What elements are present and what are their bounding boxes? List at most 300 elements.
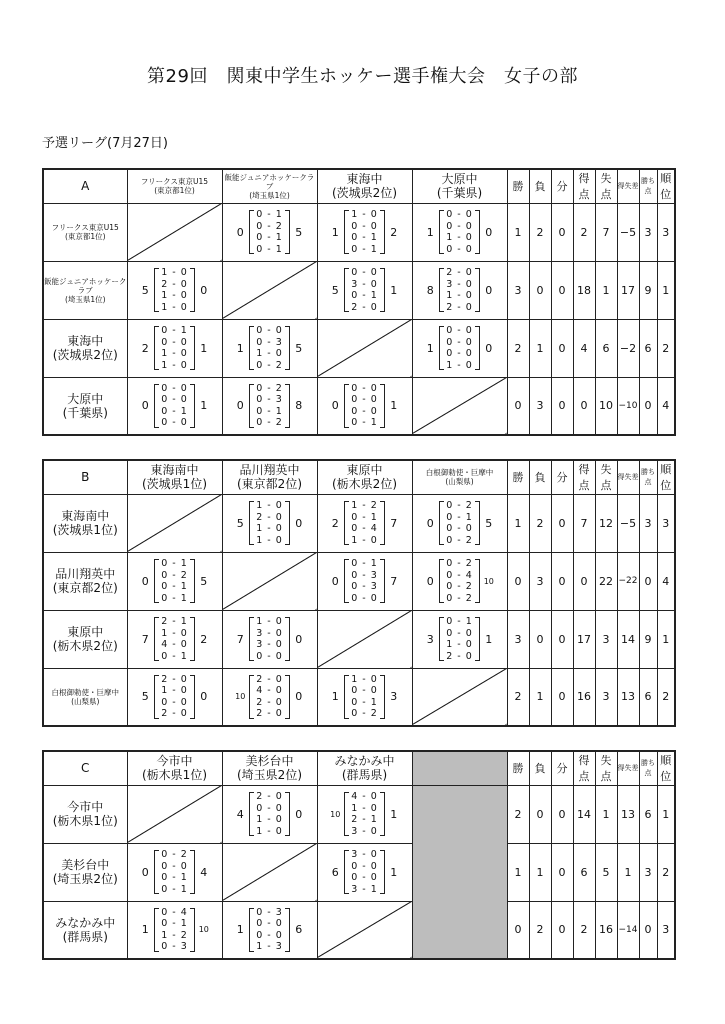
match-total-left: 7 (236, 632, 244, 646)
match-score-cell (127, 377, 222, 435)
match-total-left: 0 (236, 399, 244, 413)
period-score: 2 - 0 (446, 301, 473, 313)
period-score: 1 - 0 (256, 500, 283, 511)
stat-header: 負 (529, 460, 551, 494)
column-team-header (412, 169, 507, 203)
period-score: 0 - 0 (161, 394, 188, 406)
stat-value: 1 (617, 843, 639, 901)
team-prefecture: (埼玉県1位) (64, 294, 106, 304)
period-score: 0 - 1 (161, 558, 188, 569)
period-score: 0 - 1 (161, 883, 188, 895)
match-total-right: 5 (295, 225, 303, 239)
stat-value: 13 (617, 785, 639, 843)
period-score: 1 - 0 (446, 290, 473, 301)
period-score: 0 - 1 (351, 290, 378, 301)
stat-value: 0 (529, 785, 551, 843)
match-score-cell (222, 203, 317, 261)
stat-value: 6 (639, 785, 657, 843)
period-scores (344, 791, 385, 837)
table-row (43, 552, 675, 610)
team-name: 東海南中 (150, 463, 199, 478)
table-row (43, 319, 675, 377)
stat-value: 14 (617, 610, 639, 668)
match-total-right: 0 (485, 341, 493, 355)
period-score: 0 - 0 (256, 802, 283, 814)
stat-value: 6 (639, 319, 657, 377)
self-match-cell (317, 901, 412, 959)
stat-value: 0 (573, 552, 595, 610)
stat-value: 0 (551, 494, 573, 552)
stat-value: 0 (639, 377, 657, 435)
match-score-cell (127, 552, 222, 610)
period-score: 1 - 0 (161, 685, 188, 697)
stat-value: 0 (551, 377, 573, 435)
period-score: 0 - 3 (256, 906, 283, 918)
period-score: 2 - 0 (161, 278, 188, 290)
period-score: 2 - 0 (446, 267, 473, 278)
team-prefecture: (東京都1位) (64, 232, 106, 241)
period-score: 0 - 2 (446, 581, 473, 592)
stat-value: 3 (639, 843, 657, 901)
period-score: 0 - 1 (256, 209, 283, 220)
team-name: フリークス東京U15 (51, 223, 119, 232)
period-score: 0 - 0 (161, 336, 188, 348)
period-score: 0 - 1 (351, 232, 378, 243)
column-team-header (317, 751, 412, 785)
match-score-cell (412, 319, 507, 377)
group-name: A (43, 169, 127, 203)
period-score: 0 - 0 (351, 860, 378, 872)
stat-value: 4 (657, 552, 675, 610)
period-score: 2 - 0 (256, 673, 283, 685)
team-name: 美杉台中 (61, 858, 110, 872)
period-score: 3 - 0 (351, 849, 378, 860)
team-prefecture: (茨城県1位) (142, 477, 207, 492)
period-score: 2 - 0 (256, 791, 283, 802)
match-total-left: 2 (141, 341, 149, 355)
stat-header: 失点 (595, 460, 617, 494)
stat-value: 0 (551, 785, 573, 843)
stat-value: 3 (529, 377, 551, 435)
stat-value: 0 (507, 377, 529, 435)
column-team-header (127, 460, 222, 494)
team-name: みなかみ中 (55, 915, 116, 930)
stat-value: 6 (573, 843, 595, 901)
period-score: 0 - 2 (446, 558, 473, 569)
period-score: 0 - 3 (351, 569, 378, 581)
match-total-right: 1 (390, 865, 398, 879)
match-total-right: 0 (200, 690, 208, 704)
match-score-cell (127, 668, 222, 726)
self-match-cell (222, 261, 317, 319)
period-score: 0 - 0 (161, 417, 188, 429)
league-table-c (42, 750, 676, 960)
period-score: 0 - 0 (351, 592, 378, 604)
period-score: 4 - 0 (256, 685, 283, 697)
period-score: 0 - 2 (446, 534, 473, 546)
team-name: 飯能ジュニアホッケークラブ (44, 276, 127, 295)
stat-value: 10 (595, 377, 617, 435)
self-match-cell (222, 552, 317, 610)
match-total-left: 1 (236, 923, 244, 937)
stat-header: 失点 (595, 751, 617, 785)
period-score: 0 - 0 (351, 382, 378, 394)
stat-value: 3 (595, 610, 617, 668)
row-team-header (43, 901, 127, 959)
period-score: 0 - 0 (351, 220, 378, 232)
stat-value: 12 (595, 494, 617, 552)
period-score: 0 - 1 (161, 592, 188, 604)
team-prefecture: (茨城県1位) (52, 523, 118, 537)
stat-value: 2 (573, 203, 595, 261)
match-total-right: 3 (390, 690, 398, 704)
stat-value: −5 (617, 203, 639, 261)
match-total-left: 5 (141, 283, 149, 297)
period-score: 0 - 3 (161, 941, 188, 953)
period-scores (154, 674, 195, 720)
period-score: 1 - 0 (161, 290, 188, 301)
stat-header: 順位 (657, 460, 675, 494)
row-team-header (43, 668, 127, 726)
period-score: 0 - 0 (256, 325, 283, 336)
period-score: 0 - 0 (446, 243, 473, 255)
stat-value: 3 (657, 494, 675, 552)
stat-value: 2 (573, 901, 595, 959)
stat-header: 分 (551, 460, 573, 494)
stat-value: 0 (551, 261, 573, 319)
match-score-cell (127, 843, 222, 901)
match-score-cell (317, 203, 412, 261)
match-total-right: 0 (200, 283, 208, 297)
period-score: 0 - 1 (351, 417, 378, 429)
stat-value: 7 (573, 494, 595, 552)
period-scores (439, 267, 480, 313)
period-score: 1 - 0 (161, 301, 188, 313)
period-score: 2 - 0 (161, 708, 188, 720)
match-score-cell (127, 901, 222, 959)
period-score: 0 - 2 (161, 569, 188, 581)
team-name: 品川翔英中 (239, 463, 300, 478)
stat-value: 1 (657, 610, 675, 668)
period-score: 2 - 0 (351, 301, 378, 313)
team-name: 今市中 (67, 800, 104, 814)
period-score: 3 - 0 (351, 825, 378, 837)
match-total-right: 5 (295, 341, 303, 355)
period-score: 0 - 1 (351, 243, 378, 255)
period-score: 1 - 3 (256, 941, 283, 953)
period-scores (154, 325, 195, 371)
league-table-a (42, 168, 676, 436)
stat-value: 1 (507, 494, 529, 552)
stat-value: 16 (573, 668, 595, 726)
stat-value: 3 (639, 203, 657, 261)
team-prefecture: (東京都2位) (237, 477, 302, 492)
match-total-left: 3 (426, 632, 434, 646)
period-scores (344, 500, 385, 546)
period-score: 0 - 0 (446, 209, 473, 220)
team-name: 東原中 (346, 463, 383, 478)
match-score-cell (412, 494, 507, 552)
period-score: 0 - 2 (256, 417, 283, 429)
period-score: 1 - 0 (256, 616, 283, 627)
match-total-left: 0 (426, 516, 434, 530)
period-score: 3 - 0 (256, 639, 283, 650)
stat-value: 3 (657, 901, 675, 959)
stat-value: 7 (595, 203, 617, 261)
period-score: 0 - 4 (351, 523, 378, 534)
team-name: 白根御勅使・巨摩中 (51, 687, 119, 697)
team-name: 東海中 (67, 334, 104, 348)
period-score: 1 - 0 (446, 639, 473, 650)
row-team-header (43, 552, 127, 610)
column-team-header (222, 751, 317, 785)
period-score: 0 - 1 (256, 243, 283, 255)
match-total-left: 1 (331, 225, 339, 239)
self-match-cell (127, 203, 222, 261)
stat-value: −10 (617, 377, 639, 435)
match-score-cell (127, 610, 222, 668)
period-score: 1 - 0 (161, 348, 188, 359)
match-total-right: 8 (295, 399, 303, 413)
match-total-right: 1 (200, 341, 208, 355)
stat-value: 2 (529, 901, 551, 959)
match-total-left: 0 (331, 574, 339, 588)
stat-value: 9 (639, 610, 657, 668)
self-match-cell (317, 319, 412, 377)
period-scores (154, 616, 195, 662)
match-total-left: 1 (236, 341, 244, 355)
match-total-left: 5 (331, 283, 339, 297)
row-team-header (43, 785, 127, 843)
match-score-cell (222, 668, 317, 726)
self-match-cell (412, 377, 507, 435)
team-prefecture: (茨城県2位) (52, 348, 118, 362)
stat-value: 3 (507, 610, 529, 668)
period-score: 0 - 0 (446, 220, 473, 232)
period-score: 0 - 1 (351, 511, 378, 523)
stat-header: 順位 (657, 169, 675, 203)
stat-value: −14 (617, 901, 639, 959)
match-total-right: 1 (390, 807, 398, 821)
match-score-cell (317, 377, 412, 435)
table-row (43, 785, 675, 843)
column-team-header (222, 460, 317, 494)
team-name: 美杉台中 (245, 754, 294, 769)
match-total-left: 1 (141, 923, 149, 937)
table-row (43, 377, 675, 435)
period-score: 1 - 2 (161, 929, 188, 941)
period-score: 1 - 0 (351, 802, 378, 814)
period-score: 1 - 0 (161, 267, 188, 278)
stat-header: 順位 (657, 751, 675, 785)
period-score: 1 - 0 (161, 627, 188, 639)
team-prefecture: (埼玉県1位) (249, 190, 290, 200)
period-scores (439, 325, 480, 371)
match-total-left: 0 (141, 865, 149, 879)
period-score: 0 - 2 (256, 382, 283, 394)
match-score-cell (412, 552, 507, 610)
group-name: C (43, 751, 127, 785)
match-total-left: 2 (331, 516, 339, 530)
stat-value: 0 (551, 610, 573, 668)
row-team-header (43, 843, 127, 901)
period-score: 0 - 0 (351, 405, 378, 417)
team-prefecture: (栃木県2位) (52, 639, 118, 653)
match-total-left: 0 (426, 574, 434, 588)
period-score: 3 - 0 (351, 278, 378, 290)
stat-header: 勝 (507, 751, 529, 785)
stat-value: 0 (551, 668, 573, 726)
period-scores (154, 558, 195, 604)
stat-value: 2 (507, 785, 529, 843)
stat-value: 0 (639, 552, 657, 610)
team-name: みなかみ中 (334, 754, 395, 769)
match-total-left: 0 (141, 399, 149, 413)
stat-value: 1 (529, 319, 551, 377)
empty-column (412, 785, 507, 959)
match-total-right: 0 (485, 283, 493, 297)
self-match-cell (317, 610, 412, 668)
period-scores (439, 558, 480, 604)
stat-header: 勝ち点 (639, 460, 657, 494)
stat-value: 6 (639, 668, 657, 726)
period-scores (344, 383, 385, 429)
period-score: 0 - 1 (161, 581, 188, 592)
period-score: 2 - 0 (161, 673, 188, 685)
period-scores (249, 500, 290, 546)
stat-value: 9 (639, 261, 657, 319)
row-team-header (43, 319, 127, 377)
stat-header: 分 (551, 169, 573, 203)
stat-value: 1 (507, 843, 529, 901)
stat-header: 得失差 (617, 169, 639, 203)
team-name: 東海南中 (61, 509, 110, 523)
stat-value: 3 (595, 668, 617, 726)
match-total-right: 5 (200, 574, 208, 588)
match-total-left: 1 (426, 225, 434, 239)
table-row (43, 261, 675, 319)
match-score-cell (317, 843, 412, 901)
period-score: 0 - 2 (446, 500, 473, 511)
period-score: 0 - 0 (446, 325, 473, 336)
stat-value: 17 (617, 261, 639, 319)
period-scores (249, 383, 290, 429)
team-name: 品川翔英中 (55, 567, 116, 581)
period-score: 3 - 1 (351, 883, 378, 895)
period-scores (249, 209, 290, 255)
period-score: 0 - 1 (161, 325, 188, 336)
period-scores (249, 616, 290, 662)
period-score: 0 - 3 (351, 581, 378, 592)
match-total-right: 4 (200, 865, 208, 879)
stat-value: 0 (551, 203, 573, 261)
period-score: 1 - 0 (256, 348, 283, 359)
self-match-cell (127, 785, 222, 843)
match-total-right: 2 (390, 225, 398, 239)
match-score-cell (317, 668, 412, 726)
period-score: 0 - 0 (256, 929, 283, 941)
stat-header: 勝 (507, 169, 529, 203)
group-name: B (43, 460, 127, 494)
period-score: 3 - 0 (256, 627, 283, 639)
stat-value: 2 (657, 843, 675, 901)
stat-value: 0 (573, 377, 595, 435)
period-scores (154, 907, 195, 953)
period-score: 0 - 3 (256, 394, 283, 406)
match-score-cell (222, 319, 317, 377)
period-score: 2 - 1 (161, 616, 188, 627)
period-score: 1 - 0 (256, 534, 283, 546)
self-match-cell (222, 843, 317, 901)
period-score: 1 - 0 (351, 673, 378, 685)
match-total-left: 0 (331, 399, 339, 413)
match-total-right: 0 (295, 632, 303, 646)
stat-value: 2 (657, 668, 675, 726)
stat-value: 0 (639, 901, 657, 959)
column-team-header (317, 169, 412, 203)
row-team-header (43, 261, 127, 319)
table-row (43, 494, 675, 552)
period-scores (344, 849, 385, 895)
period-score: 1 - 0 (351, 209, 378, 220)
team-name: 大原中 (67, 391, 104, 406)
match-score-cell (412, 261, 507, 319)
period-score: 1 - 0 (351, 534, 378, 546)
column-team-header (222, 169, 317, 203)
period-score: 4 - 0 (161, 639, 188, 650)
period-score: 2 - 0 (256, 511, 283, 523)
match-total-left: 8 (426, 283, 434, 297)
team-prefecture: (東京都2位) (52, 581, 118, 595)
match-total-left: 4 (236, 807, 244, 821)
match-total-left: 10 (330, 809, 341, 819)
match-score-cell (222, 785, 317, 843)
match-score-cell (127, 261, 222, 319)
match-total-right: 7 (390, 516, 398, 530)
stat-value: 1 (529, 843, 551, 901)
period-score: 0 - 3 (256, 336, 283, 348)
table-row (43, 610, 675, 668)
period-scores (439, 616, 480, 662)
stat-value: 3 (639, 494, 657, 552)
period-scores (439, 209, 480, 255)
match-total-right: 1 (200, 399, 208, 413)
stat-header: 失点 (595, 169, 617, 203)
period-score: 0 - 1 (161, 918, 188, 930)
period-scores (249, 674, 290, 720)
match-score-cell (317, 785, 412, 843)
period-score: 0 - 0 (351, 267, 378, 278)
team-name: 白根御勅使・巨摩中 (425, 468, 494, 478)
league-table-b (42, 459, 676, 727)
period-score: 0 - 0 (161, 860, 188, 872)
self-match-cell (127, 494, 222, 552)
period-score: 0 - 1 (351, 558, 378, 569)
team-name: 今市中 (156, 754, 193, 769)
stat-value: −2 (617, 319, 639, 377)
table-row (43, 668, 675, 726)
team-name: 飯能ジュニアホッケークラブ (224, 172, 315, 191)
period-score: 0 - 1 (161, 650, 188, 662)
stat-header: 負 (529, 751, 551, 785)
period-score: 0 - 1 (446, 616, 473, 627)
period-score: 0 - 1 (161, 872, 188, 883)
stat-value: 1 (507, 203, 529, 261)
period-scores (154, 383, 195, 429)
stat-header: 勝 (507, 460, 529, 494)
team-prefecture: (埼玉県2位) (52, 872, 118, 886)
period-score: 0 - 1 (446, 511, 473, 523)
